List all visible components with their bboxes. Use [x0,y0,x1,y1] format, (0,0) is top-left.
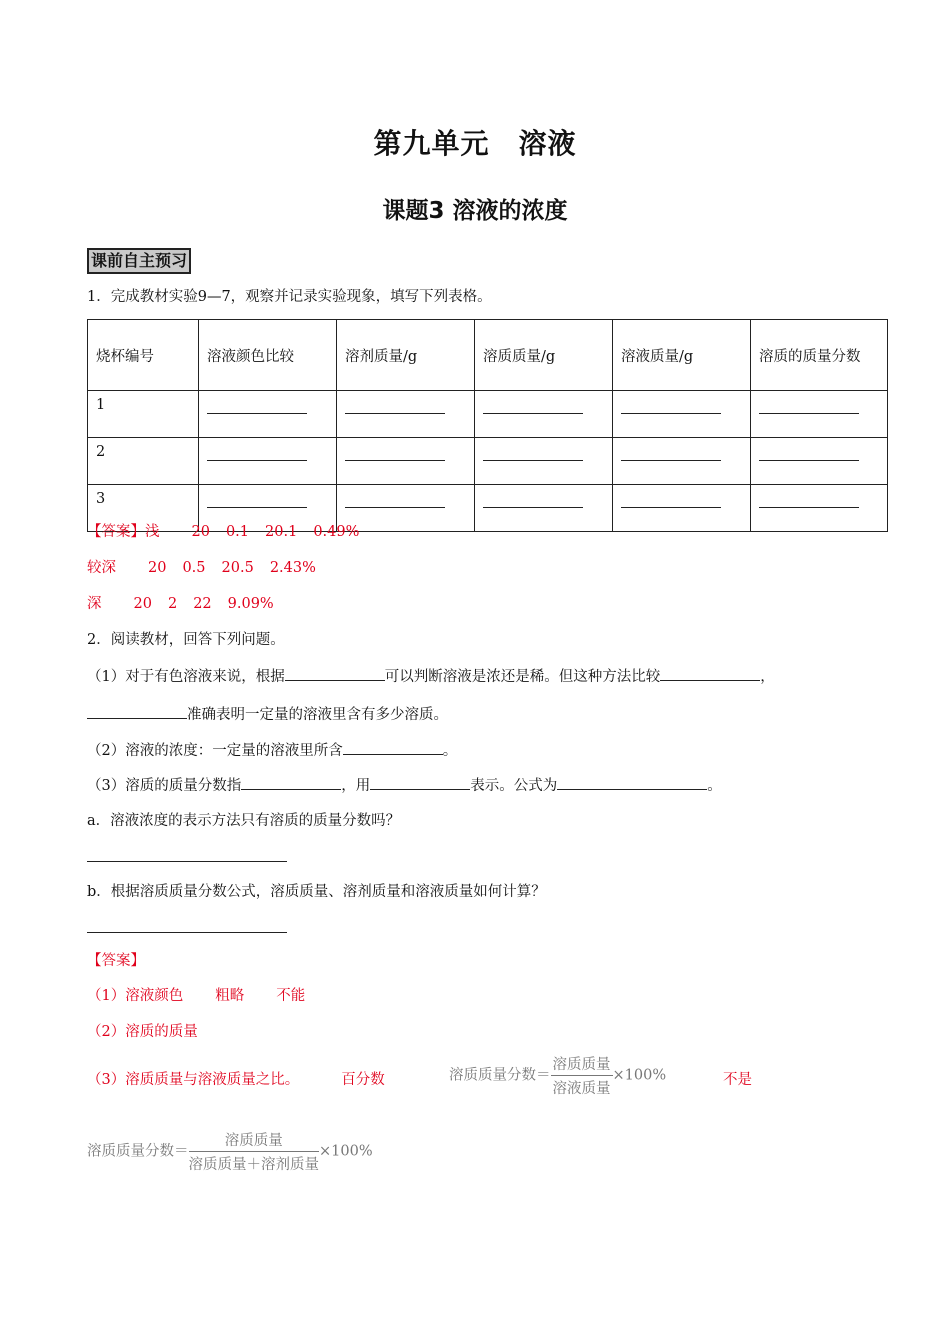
answer-value: 2 [167,596,178,612]
answer-value: 粗略 [215,988,245,1004]
answer-blank[interactable] [621,491,721,508]
answer-value: 9.09% [227,596,274,612]
formula-mass-fraction [449,1053,666,1098]
formula-lhs: 溶质质量分数＝ [87,1143,189,1160]
answer-value: 20 [191,524,210,540]
answer-blank[interactable] [557,775,707,790]
q2-answer-1 [87,986,305,1006]
formula-denominator: 溶质质量＋溶剂质量 [188,1157,319,1173]
q2-prompt: 2．阅读教材，回答下列问题。 [87,632,285,648]
answer-value: （3）溶质质量与溶液质量之比。 [87,1072,300,1088]
answer-value: 较深 [87,560,116,576]
section-label: 课前自主预习 [87,248,191,274]
formula-suffix: ×100% [612,1067,667,1084]
q2-text: ， [760,669,775,685]
answer-blank[interactable] [660,666,760,681]
answer-blank[interactable] [207,491,307,508]
table-row [88,391,888,438]
answer-line[interactable] [87,861,287,862]
answer-blank[interactable] [285,666,385,681]
q2-text: 。 [707,778,722,794]
answer-blank[interactable] [370,775,470,790]
q2-text: 表示。公式为 [470,778,558,794]
answer-value: 0.49% [313,524,360,540]
q2-question-b: b．根据溶质质量分数公式，溶质质量、溶剂质量和溶液质量如何计算？ [87,884,546,900]
table-header: 溶质质量/g [475,320,613,391]
table-row [88,438,888,485]
answer-value: 22 [193,596,212,612]
beaker-number: 2 [88,438,199,485]
q2-answer-tag: 【答案】 [87,953,145,969]
answer-blank[interactable] [207,397,307,414]
answer-value: 深 [87,596,102,612]
q1-answer-line-1 [87,522,359,542]
answer-line[interactable] [87,932,287,933]
table-header: 溶质的质量分数 [751,320,888,391]
q2-text: （3）溶质的质量分数指 [87,778,242,794]
q2-text: （1）对于有色溶液来说，根据 [87,669,285,685]
q2-text: 准确表明一定量的溶液里含有多少溶质。 [187,707,448,723]
answer-blank[interactable] [621,397,721,414]
answer-blank[interactable] [759,397,859,414]
table-header: 溶剂质量/g [337,320,475,391]
beaker-number: 3 [88,485,199,532]
q2-part1-cont [87,704,448,725]
answer-blank[interactable] [759,491,859,508]
answer-value: 20 [133,596,152,612]
answer-value: （1）溶液颜色 [87,988,184,1004]
q2-part3 [87,775,722,796]
beaker-number: 1 [88,391,199,438]
lesson-title: 课题3 溶液的浓度 [382,198,568,224]
q2-part1 [87,666,775,687]
experiment-table [87,319,888,532]
q1-answer-line-2 [87,558,316,578]
q2-answer-2: （2）溶质的质量 [87,1024,198,1040]
q2-text: 可以判断溶液是浓还是稀。但这种方法比较 [384,669,661,685]
formula-suffix: ×100% [319,1143,373,1160]
answer-blank[interactable] [87,704,187,719]
answer-value: 20 [148,560,167,576]
formula-fraction [189,1129,320,1174]
formula-numerator: 溶质质量 [552,1057,611,1073]
q1-prompt: 1．完成教材实验9—7，观察并记录实验现象，填写下列表格。 [87,289,492,305]
answer-value: 20.5 [221,560,254,576]
answer-blank[interactable] [483,444,583,461]
table-header: 溶液质量/g [613,320,751,391]
formula-denominator: 溶液质量 [552,1081,611,1097]
q2-answer-3 [87,1070,385,1090]
answer-blank[interactable] [345,397,445,414]
answer-blank[interactable] [759,444,859,461]
answer-value: 20.1 [265,524,298,540]
table-header: 烧杯编号 [88,320,199,391]
answer-value: 2.43% [269,560,316,576]
answer-blank[interactable] [621,444,721,461]
answer-blank[interactable] [343,740,443,755]
answer-value: 百分数 [341,1072,385,1088]
answer-value: 0.1 [225,524,250,540]
q2-text: ，用 [341,778,371,794]
formula-lhs: 溶质质量分数＝ [449,1067,551,1084]
answer-value: 0.5 [182,560,206,576]
answer-blank[interactable] [241,775,341,790]
answer-tag: 【答案】 [87,524,145,540]
answer-blank[interactable] [483,491,583,508]
table-header-row [88,320,888,391]
q2-text: （2）溶液的浓度：一定量的溶液里所含 [87,743,343,759]
formula-mass-fraction-expanded [87,1129,373,1174]
q2-answer-3-tail: 不是 [723,1072,752,1088]
table-header: 溶液颜色比较 [199,320,337,391]
answer-value: 浅 [145,524,160,540]
formula-fraction [551,1053,613,1098]
q2-part2 [87,740,457,761]
q2-text: 。 [442,743,458,759]
formula-numerator: 溶质质量 [224,1133,283,1149]
unit-title: 第九单元 溶液 [373,127,577,160]
answer-blank[interactable] [345,491,445,508]
answer-blank[interactable] [345,444,445,461]
answer-blank[interactable] [207,444,307,461]
q2-question-a: a．溶液浓度的表示方法只有溶质的质量分数吗？ [87,813,401,829]
q1-answer-line-3 [87,594,274,614]
answer-blank[interactable] [483,397,583,414]
answer-value: 不能 [276,988,306,1004]
